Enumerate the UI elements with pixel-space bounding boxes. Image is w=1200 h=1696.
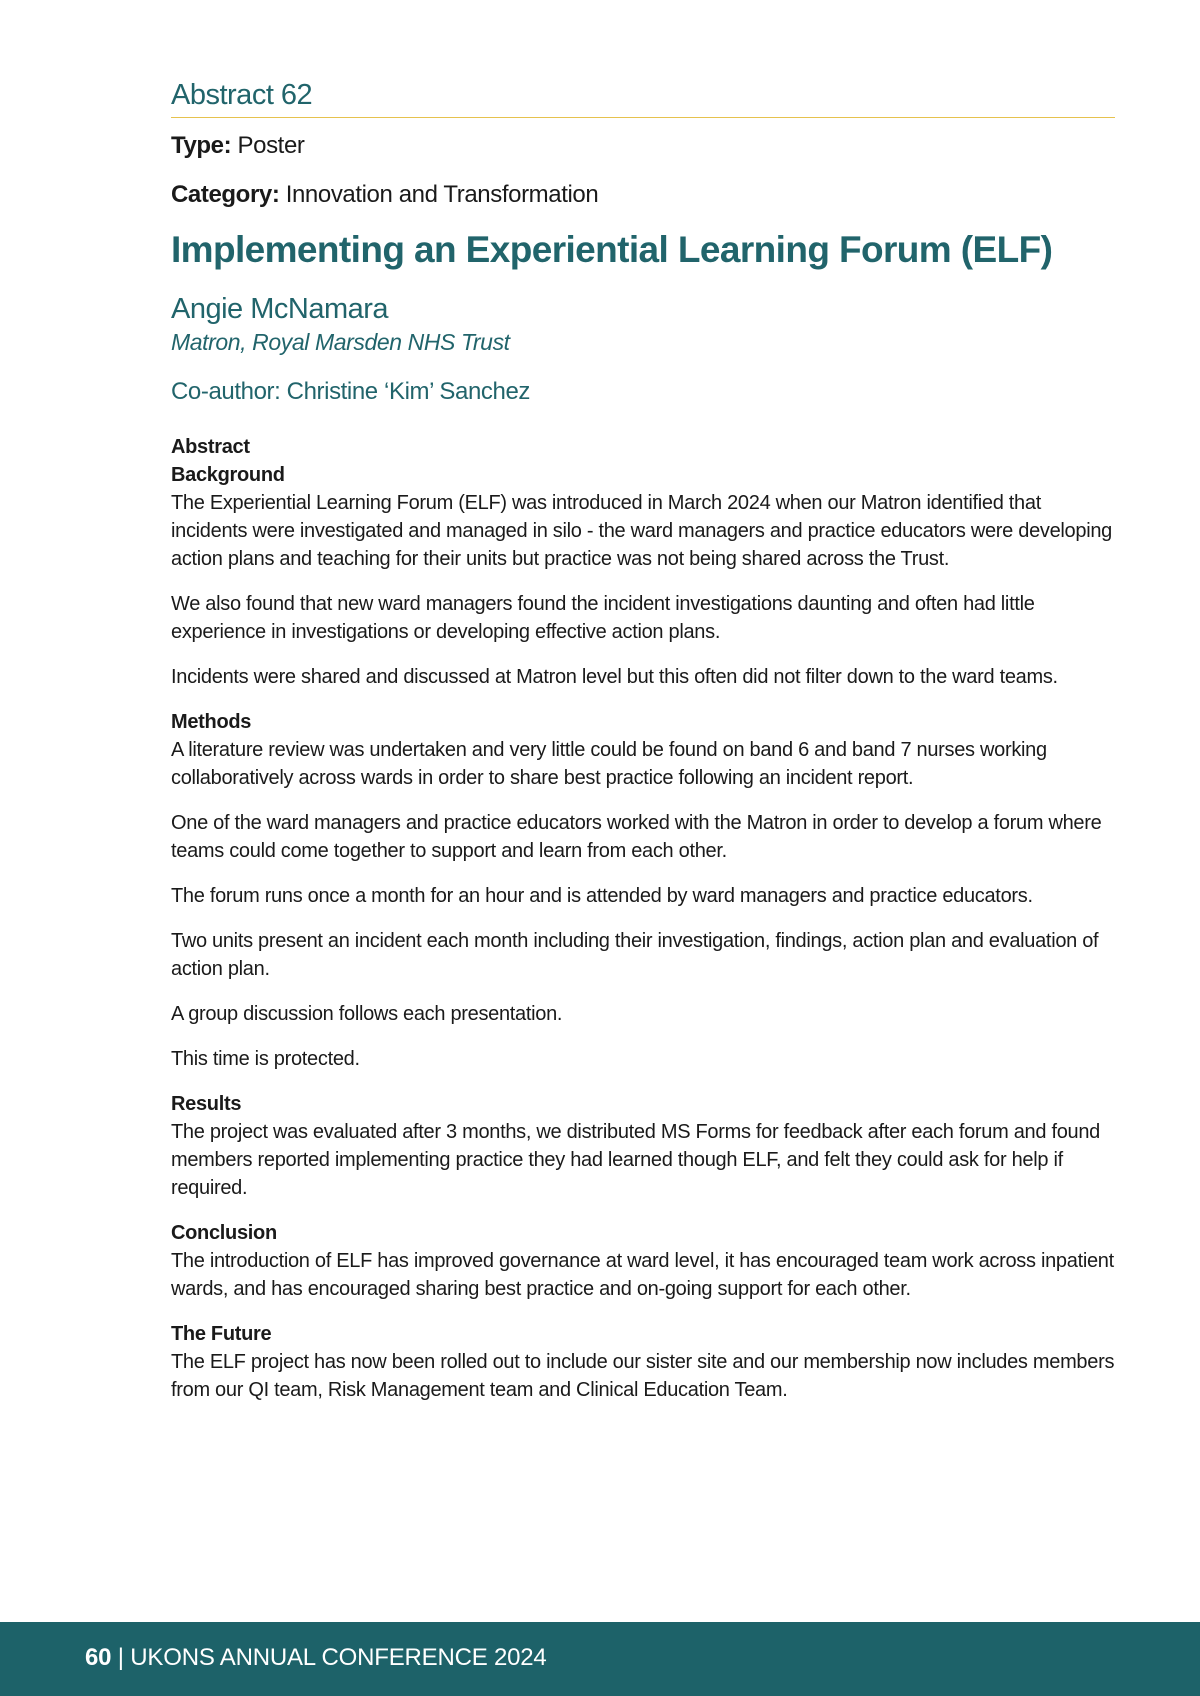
category-value: Innovation and Transformation — [285, 180, 599, 208]
abstract-number: Abstract 62 — [171, 78, 1115, 118]
methods-section — [171, 708, 1115, 1073]
abstract-page — [171, 78, 1115, 1421]
conclusion-section — [171, 1219, 1115, 1303]
type-line — [171, 130, 1115, 161]
abstract-heading: Abstract — [171, 435, 250, 458]
methods-paragraph: Two units present an incident each month including their investigation, findings, action plan and evaluation of action plan. — [171, 929, 1099, 980]
coauthor: Co-author: Christine ‘Kim’ Sanchez — [171, 377, 530, 405]
background-paragraph: We also found that new ward managers found the incident investigations daunting and often had little experience in investigations or developing effective action plans. — [171, 592, 1035, 643]
future-heading: The Future — [171, 1322, 272, 1345]
future-paragraph: The ELF project has now been rolled out to include our sister site and our membership now includes members from our QI team, Risk Management team and Clinical Education Team. — [171, 1350, 1115, 1401]
results-section — [171, 1090, 1115, 1202]
background-section — [171, 461, 1115, 691]
category-label: Category: — [171, 180, 280, 208]
background-heading: Background — [171, 463, 285, 486]
background-paragraph: Incidents were shared and discussed at Matron level but this often did not filter down to the ward teams. — [171, 665, 1058, 688]
author-affiliation: Matron, Royal Marsden NHS Trust — [171, 328, 510, 355]
methods-paragraph: This time is protected. — [171, 1047, 360, 1070]
abstract-body — [171, 433, 1115, 1404]
conference-name: UKONS ANNUAL CONFERENCE 2024 — [130, 1644, 547, 1671]
results-heading: Results — [171, 1092, 242, 1115]
methods-paragraph: The forum runs once a month for an hour and is attended by ward managers and practice educators. — [171, 884, 1033, 907]
conclusion-heading: Conclusion — [171, 1221, 277, 1244]
methods-paragraph: A literature review was undertaken and very little could be found on band 6 and band 7 nurses working collaboratively across wards in order to share best practice following an incident report. — [171, 738, 1047, 789]
methods-paragraph: One of the ward managers and practice educators worked with the Matron in order to develop a forum where teams could come together to support and learn from each other. — [171, 811, 1102, 862]
footer-separator: | — [111, 1644, 131, 1671]
footer-text — [85, 1644, 547, 1672]
paper-title: Implementing an Experiential Learning Forum (ELF) — [171, 229, 1053, 271]
author-name: Angie McNamara — [171, 292, 389, 325]
results-paragraph: The project was evaluated after 3 months, we distributed MS Forms for feedback after each forum and found members reported implementing practice they had learned though ELF, and felt they could ask for help if required. — [171, 1120, 1100, 1199]
methods-paragraph: A group discussion follows each presentation. — [171, 1002, 563, 1025]
future-section — [171, 1320, 1115, 1404]
page-footer — [0, 1622, 1200, 1696]
type-value: Poster — [237, 131, 305, 159]
type-label: Type: — [171, 131, 232, 159]
page-number: 60 — [85, 1644, 112, 1671]
category-line — [171, 179, 1115, 210]
conclusion-paragraph: The introduction of ELF has improved governance at ward level, it has encouraged team work across inpatient wards, and has encouraged sharing best practice and on-going support for each other. — [171, 1249, 1114, 1300]
background-paragraph: The Experiential Learning Forum (ELF) was introduced in March 2024 when our Matron identified that incidents were investigated and managed in silo - the ward managers and practice educators were developing action plans and teaching for their units but practice was not being shared across the Trust. — [171, 491, 1112, 570]
methods-heading: Methods — [171, 710, 252, 733]
